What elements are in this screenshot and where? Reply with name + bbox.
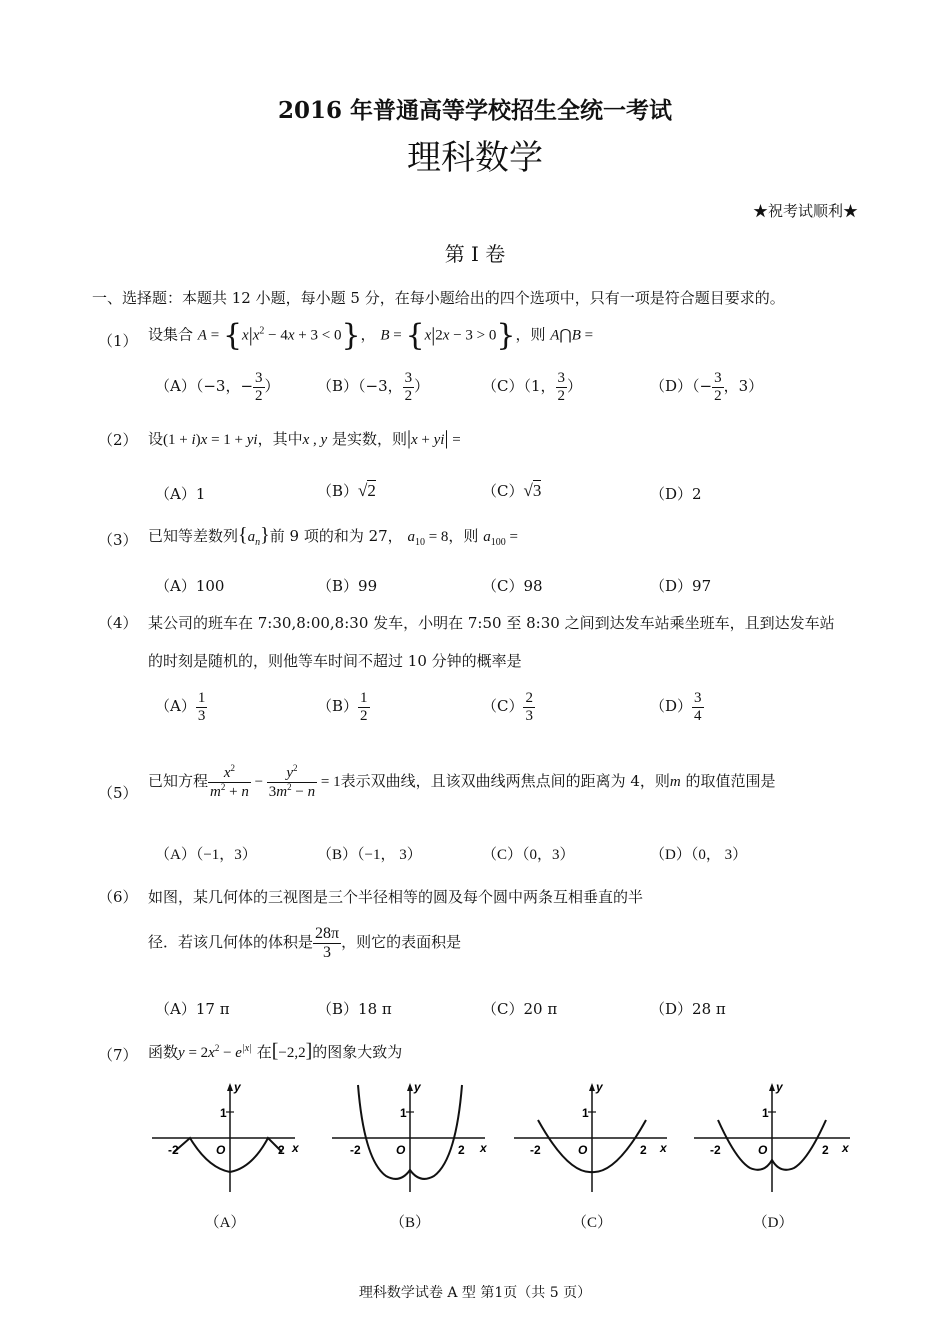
option-d[interactable]: （D）2 [650, 485, 702, 503]
svg-text:x: x [480, 1141, 487, 1155]
graph-option-c[interactable] [512, 1080, 672, 1232]
svg-text:1: 1 [220, 1106, 227, 1120]
svg-text:-2: -2 [530, 1143, 541, 1157]
question-text-line2: 的时刻是随机的，则他等车时间不超过 10 分钟的概率是 [148, 652, 522, 670]
volume-title: 第 I 卷 [444, 242, 506, 266]
question-number: （3） [98, 531, 138, 549]
svg-text:2: 2 [278, 1143, 285, 1157]
option-d[interactable]: （D）（0， 3） [650, 847, 748, 863]
graph-option-d[interactable] [692, 1080, 854, 1232]
option-a[interactable]: （A） $\frac{1}{3}$ [155, 690, 206, 724]
option-c[interactable]: （C）（1， $\frac{3}{2}$ ） [482, 370, 583, 404]
question-text-line1: 某公司的班车在 7:30,8:00,8:30 发车，小明在 7:50 至 8:30 之间到达发车站乘坐班车，且到达发车站 [148, 614, 835, 632]
graph-c-svg [512, 1080, 672, 1195]
graph-option-a[interactable] [150, 1080, 300, 1232]
option-c[interactable]: （C） $\frac{2}{3}$ [482, 690, 533, 724]
graph-b-label: （B） [389, 1215, 430, 1231]
svg-text:y: y [776, 1080, 783, 1094]
option-c[interactable]: （C）98 [482, 577, 543, 595]
svg-text:2: 2 [822, 1143, 829, 1157]
svg-text:O: O [758, 1143, 768, 1157]
question-number: （1） [98, 332, 138, 350]
hyperbola-fraction-2: $\frac{y^2}{3m^2 - n}$ [268, 763, 316, 800]
svg-text:x: x [660, 1141, 667, 1155]
svg-text:1: 1 [400, 1106, 407, 1120]
graph-b-svg [330, 1080, 490, 1195]
option-b[interactable]: （B）√2 [317, 481, 376, 500]
question-number: （5） [98, 784, 138, 802]
option-d[interactable]: （D）97 [650, 577, 712, 595]
svg-text:1: 1 [762, 1106, 769, 1120]
question-number: （7） [98, 1046, 138, 1064]
graph-c-label: （C） [571, 1215, 612, 1231]
graph-a-svg [150, 1080, 300, 1195]
svg-text:x: x [292, 1141, 299, 1155]
question-text: 函数$y = 2x^2 - e^{|x|}$ 在[−2,2]的图象大致为 [148, 1040, 403, 1062]
option-b[interactable]: （B） $\frac{1}{2}$ [317, 690, 368, 724]
svg-text:y: y [234, 1080, 241, 1094]
svg-text:y: y [414, 1080, 421, 1094]
question-number: （6） [98, 888, 138, 906]
question-text: 设(1 + i)x = 1 + yi，其中x , y 是实数，则|x + yi| = [148, 427, 461, 449]
question-number: （4） [98, 614, 138, 632]
svg-text:O: O [216, 1143, 226, 1157]
section-intro: 一、选择题：本题共 12 小题，每小题 5 分，在每小题给出的四个选项中，只有一项是符合题目要求的。 [92, 289, 785, 307]
svg-text:-2: -2 [710, 1143, 721, 1157]
good-luck-note: ★祝考试顺利★ [752, 202, 858, 220]
option-d[interactable]: （D） $\frac{3}{4}$ [650, 690, 702, 724]
graph-d-svg [692, 1080, 854, 1195]
svg-text:-2: -2 [350, 1143, 361, 1157]
graph-d-label: （D） [752, 1215, 794, 1231]
page-footer: 理科数学试卷 A 型 第1页（共 5 页） [358, 1285, 592, 1301]
svg-text:O: O [396, 1143, 406, 1157]
exam-title: 2016 年普通高等学校招生全统一考试 [277, 97, 673, 124]
question-number: （2） [98, 431, 138, 449]
option-b[interactable]: （B）18 π [317, 1000, 392, 1018]
option-a[interactable]: （A）1 [155, 485, 206, 503]
graph-option-b[interactable] [330, 1080, 490, 1232]
subject-title: 理科数学 [407, 138, 543, 178]
graph-a-label: （A） [204, 1215, 246, 1231]
option-c[interactable]: （C）（0，3） [482, 847, 575, 863]
question-text: 已知方程 $\frac{x^2}{m^2 + n}$ − $\frac{y^2}{3m^2 - n}$ = 1表示双曲线，且该双曲线两焦点间的距离为 4，则m 的取值范围是 [148, 763, 776, 800]
svg-text:y: y [596, 1080, 603, 1094]
option-d[interactable]: （D）（− $\frac{3}{2}$ ，3） [650, 370, 764, 404]
hyperbola-fraction-1: $\frac{x^2}{m^2 + n}$ [210, 763, 249, 800]
option-b[interactable]: （B）（−1， 3） [317, 847, 422, 863]
option-a[interactable]: （A）（−3，− $\frac{3}{2}$ ） [155, 370, 280, 404]
option-c[interactable]: （C）20 π [482, 1000, 558, 1018]
question-text: 设集合 $A = \{x|x^2 - 4x + 3 < 0\}$， B = {x|2x − 3 > 0}，则 A⋂B = [148, 318, 594, 353]
svg-text:-2: -2 [168, 1143, 179, 1157]
svg-text:O: O [578, 1143, 588, 1157]
option-c[interactable]: （C）√3 [482, 481, 542, 500]
option-d[interactable]: （D）28 π [650, 1000, 726, 1018]
svg-text:2: 2 [640, 1143, 647, 1157]
svg-text:x: x [842, 1141, 849, 1155]
option-a[interactable]: （A）（−1，3） [155, 847, 257, 863]
set-b-formula: B [380, 327, 390, 344]
set-a-formula: A [197, 327, 207, 344]
question-text-line2: 径．若该几何体的体积是 $\frac{28\pi}{3}$ ，则它的表面积是 [148, 925, 462, 961]
question-text: 已知等差数列$\{a_n\}$前 9 项的和为 27， $a_{10} = 8$，则 $a_{100}$ = [148, 524, 518, 548]
option-b[interactable]: （B）99 [317, 577, 378, 595]
question-text-line1: 如图，某几何体的三视图是三个半径相等的圆及每个圆中两条互相垂直的半 [148, 888, 644, 906]
svg-text:1: 1 [582, 1106, 589, 1120]
option-a[interactable]: （A）100 [155, 577, 225, 595]
option-a[interactable]: （A）17 π [155, 1000, 230, 1018]
svg-text:2: 2 [458, 1143, 465, 1157]
option-b[interactable]: （B）（−3， $\frac{3}{2}$ ） [317, 370, 430, 404]
